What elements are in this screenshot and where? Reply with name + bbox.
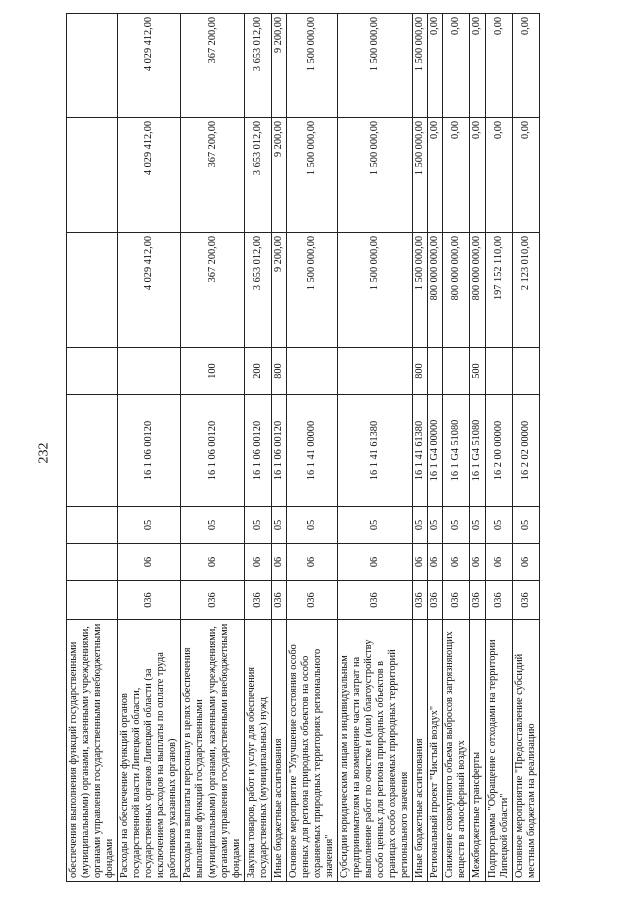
cell-subsection: 05 [181,507,244,544]
cell-target-article: 16 1 06 00120 [244,395,271,507]
cell-amount-3: 4 029 412,00 [118,14,181,118]
page-number: 232 [36,442,52,464]
cell-name: Межбюджетные трансферты [470,620,485,882]
cell-target-article [67,395,118,507]
cell-amount-2: 4 029 412,00 [118,118,181,233]
cell-amount-2: 0,00 [470,118,485,233]
cell-amount-1: 3 653 012,00 [244,233,271,348]
cell-amount-1: 800 000 000,00 [443,233,470,348]
table-row [118,14,181,882]
cell-name: Основное мероприятие "Улучшение состояния особо ценных для региона природных объектов на особо охраняемых природных территориях регионального значения" [286,620,337,882]
cell-amount-1: 800 000 000,00 [470,233,485,348]
cell-expense-type: 800 [271,348,286,395]
cell-amount-2: 1 500 000,00 [286,118,337,233]
cell-name: обеспечения выполнения функций государственными (муниципальными) органами, казенными учреждениями, органами управления государственными внебюджетными фондами [67,620,118,882]
cell-expense-type: 100 [181,348,244,395]
cell-subsection: 05 [118,507,181,544]
cell-admin-code [67,581,118,620]
cell-section [67,544,118,581]
table-row [271,14,286,882]
cell-admin-code: 036 [470,581,485,620]
cell-expense-type [286,348,337,395]
cell-target-article: 16 1 41 00000 [286,395,337,507]
cell-admin-code: 036 [413,581,428,620]
cell-expense-type [485,348,512,395]
table-row [67,14,118,882]
cell-target-article: 16 1 G4 51080 [443,395,470,507]
cell-amount-3: 0,00 [512,14,539,118]
table-row [443,14,470,882]
cell-amount-2: 9 200,00 [271,118,286,233]
cell-section: 06 [337,544,412,581]
cell-section: 06 [271,544,286,581]
table-row [470,14,485,882]
cell-section: 06 [512,544,539,581]
table-row [286,14,337,882]
cell-expense-type: 200 [244,348,271,395]
cell-subsection: 05 [470,507,485,544]
cell-amount-2: 1 500 000,00 [413,118,428,233]
cell-amount-2: 1 500 000,00 [337,118,412,233]
cell-amount-3: 0,00 [485,14,512,118]
cell-amount-3: 3 653 012,00 [244,14,271,118]
cell-name: Подпрограмма "Обращение с отходами на территории Липецкой области" [485,620,512,882]
cell-expense-type [428,348,443,395]
cell-target-article: 16 1 06 00120 [271,395,286,507]
cell-expense-type [67,348,118,395]
cell-amount-2 [67,118,118,233]
cell-name: Расходы на обеспечение функций органов государственной власти Липецкой области, государственных органов Липецкой области (за исключением расходов на выплаты по оплате труда работников указанных органов) [118,620,181,882]
cell-section: 06 [118,544,181,581]
cell-section: 06 [286,544,337,581]
cell-expense-type [443,348,470,395]
cell-admin-code: 036 [428,581,443,620]
cell-amount-1: 800 000 000,00 [428,233,443,348]
budget-table [66,13,540,882]
cell-subsection: 05 [428,507,443,544]
cell-admin-code: 036 [244,581,271,620]
cell-admin-code: 036 [337,581,412,620]
cell-section: 06 [428,544,443,581]
cell-expense-type: 800 [413,348,428,395]
cell-name: Снижение совокупного объема выбросов загрязняющих веществ в атмосферный воздух [443,620,470,882]
cell-amount-3 [67,14,118,118]
cell-amount-1: 1 500 000,00 [413,233,428,348]
cell-subsection: 05 [413,507,428,544]
cell-admin-code: 036 [118,581,181,620]
cell-amount-3: 9 200,00 [271,14,286,118]
cell-section: 06 [485,544,512,581]
table-row [244,14,271,882]
cell-admin-code: 036 [286,581,337,620]
cell-section: 06 [244,544,271,581]
cell-amount-2: 3 653 012,00 [244,118,271,233]
table-row [485,14,512,882]
cell-expense-type [512,348,539,395]
table-row [512,14,539,882]
cell-amount-1: 1 500 000,00 [337,233,412,348]
rotated-table-container [66,14,600,882]
cell-amount-1 [67,233,118,348]
cell-subsection: 05 [286,507,337,544]
cell-subsection: 05 [443,507,470,544]
cell-amount-2: 367 200,00 [181,118,244,233]
table-row [337,14,412,882]
cell-amount-3: 1 500 000,00 [337,14,412,118]
cell-admin-code: 036 [271,581,286,620]
cell-name: Иные бюджетные ассигнования [271,620,286,882]
table-row [428,14,443,882]
cell-amount-3: 0,00 [470,14,485,118]
cell-amount-2: 0,00 [428,118,443,233]
table-row [181,14,244,882]
cell-target-article: 16 1 06 00120 [118,395,181,507]
cell-name: Расходы на выплаты персоналу в целях обеспечения выполнения функций государственными (муниципальными) органами, казенными учреждениями, органами управления государственными внебюджетными фондами [181,620,244,882]
cell-admin-code: 036 [181,581,244,620]
cell-amount-2: 0,00 [512,118,539,233]
cell-expense-type [118,348,181,395]
cell-subsection [67,507,118,544]
cell-subsection: 05 [271,507,286,544]
cell-expense-type [337,348,412,395]
cell-amount-2: 0,00 [485,118,512,233]
cell-name: Закупка товаров, работ и услуг для обеспечения государственных (муниципальных) нужд [244,620,271,882]
cell-target-article: 16 1 G4 51080 [470,395,485,507]
cell-amount-1: 367 200,00 [181,233,244,348]
cell-target-article: 16 2 02 00000 [512,395,539,507]
cell-admin-code: 036 [512,581,539,620]
table-body [67,14,540,882]
cell-amount-3: 1 500 000,00 [413,14,428,118]
cell-amount-2: 0,00 [443,118,470,233]
cell-subsection: 05 [485,507,512,544]
cell-name: Основное мероприятие "Предоставление субсидий местным бюджетам на реализацию [512,620,539,882]
cell-section: 06 [181,544,244,581]
cell-name: Иные бюджетные ассигнования [413,620,428,882]
cell-section: 06 [470,544,485,581]
cell-amount-3: 1 500 000,00 [286,14,337,118]
cell-name: Субсидии юридическим лицам и индивидуальным предпринимателям на возмещение части затрат на выполнение работ по очистке и (или) благоустройству особо ценных для региона природных объектов в границах особо охраняемых природных территорий регионального значения [337,620,412,882]
cell-name: Региональный проект "Чистый воздух" [428,620,443,882]
cell-amount-1: 1 500 000,00 [286,233,337,348]
cell-target-article: 16 2 00 00000 [485,395,512,507]
cell-subsection: 05 [512,507,539,544]
cell-admin-code: 036 [485,581,512,620]
table-row [413,14,428,882]
cell-target-article: 16 1 G4 00000 [428,395,443,507]
cell-amount-1: 4 029 412,00 [118,233,181,348]
cell-section: 06 [413,544,428,581]
cell-section: 06 [443,544,470,581]
cell-amount-1: 2 123 010,00 [512,233,539,348]
cell-target-article: 16 1 06 00120 [181,395,244,507]
cell-subsection: 05 [337,507,412,544]
cell-amount-3: 0,00 [443,14,470,118]
cell-amount-1: 9 200,00 [271,233,286,348]
cell-target-article: 16 1 41 61380 [337,395,412,507]
cell-target-article: 16 1 41 61380 [413,395,428,507]
cell-amount-3: 0,00 [428,14,443,118]
cell-admin-code: 036 [443,581,470,620]
cell-subsection: 05 [244,507,271,544]
cell-expense-type: 500 [470,348,485,395]
cell-amount-1: 197 152 110,00 [485,233,512,348]
cell-amount-3: 367 200,00 [181,14,244,118]
